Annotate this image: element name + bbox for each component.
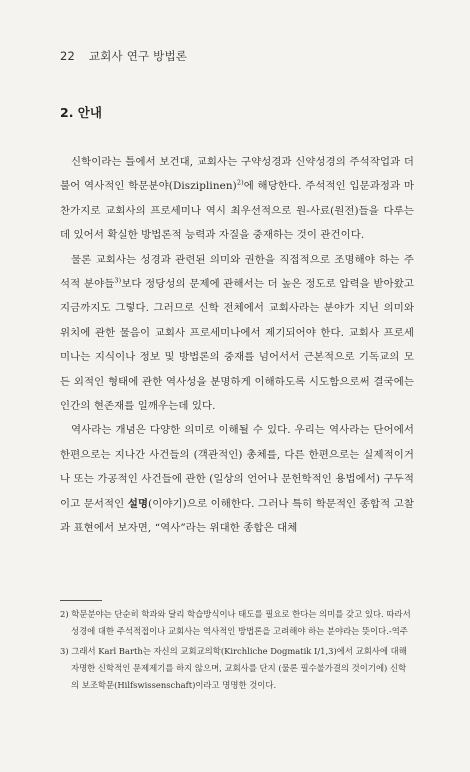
paragraph-2-text-b: 보다 정당성의 문제에 관해서는 더 높은 정도로 압력을 받아왔고 지금까지도 그렇다. 그러므로 신학 전체에서 교회사라는 분야가 지닌 의미와 위치에 관한 물음이 교회사 프로세미나에서 제기되어야 한다. 교회사 프로세미나는 지식이나 정보 및 방법론의 중재를 넘어서서 근본적으로 기독교의 모든 외적인 형태에 관한 역사성을 분명하게 이해하도록 시도함으로써 결국에는 인간의 현존재를 일깨우는데 있다. <box>60 278 414 413</box>
paragraph-3-text-a: 역사라는 개념은 다양한 의미로 이해될 수 있다. 우리는 역사라는 단어에서 한편으로는 지나간 사건들의 (객관적인) 총체를, 다른 한편으로는 실제적이거나 또는 가공적인 사건들에 관한 (일상의 언어나 문헌학적인 용법에서) 구두적이고 문서적인 <box>60 424 414 510</box>
paragraph-1-text-b: 에 해당한다. 주석적인 입문과정과 마찬가지로 교회사의 프로세미나 역시 최우선적으로 원-사료(원전)들을 다루는 데 있어서 확실한 방법론적 능력과 자질을 중재하는 것이 관건이다. <box>60 180 415 242</box>
footnotes <box>60 606 414 694</box>
body-text <box>60 150 414 541</box>
footnote-2 <box>60 606 414 640</box>
footnote-3 <box>60 643 414 694</box>
emphasis-term: 설명 <box>127 497 149 510</box>
footnote-number: 3) <box>60 646 69 656</box>
paragraph-1-text-a: 신학이라는 틀에서 보건대, 교회사는 구약성경과 신약성경의 주석작업과 더불어 역사적인 학문분야(Disziplinen) <box>60 156 414 193</box>
footnote-ref-2: 2) <box>236 178 244 187</box>
paragraph-2-text-a: 물론 교회사는 성경과 관련된 의미와 권한을 직접적으로 조명해야 하는 주석적 분야들 <box>60 253 414 291</box>
page-number: 22 <box>60 49 76 63</box>
footnote-text: 그래서 Karl Barth는 자신의 교회교의학(Kirchliche Dogmatik I/1,3)에서 교회사에 대해 자명한 신학적인 문제제기를 하지 않으며, 교회사를 단지 (물론 필수불가결의 것이기에) 신학의 보조학문(Hilfswissenschaft)이라고 명명한 것이다. <box>71 646 407 690</box>
footnote-number: 2) <box>60 609 69 619</box>
section-title: 2. 안내 <box>60 105 102 120</box>
paragraph-3-text-b: (이야기)으로 이해한다. 그러나 특히 학문적인 종합적 고찰과 표현에서 보자면, “역사”라는 위대한 종합은 대체 <box>60 497 414 535</box>
running-header <box>60 48 187 64</box>
footnote-ref-3: 3) <box>114 276 122 285</box>
paragraph-3 <box>60 418 414 540</box>
paragraph-2 <box>60 248 414 419</box>
running-title: 교회사 연구 방법론 <box>88 49 188 63</box>
footnote-text: 학문분야는 단순히 학과와 달리 학습방식이나 태도를 필요로 한다는 의미를 갖고 있다. 따라서 성경에 대한 주석적접이나 교회사는 역사적인 방법론을 고려해야 하는 분야라는 뜻이다.-역주 <box>71 609 411 636</box>
footnote-divider <box>60 600 102 601</box>
paragraph-1 <box>60 150 414 248</box>
